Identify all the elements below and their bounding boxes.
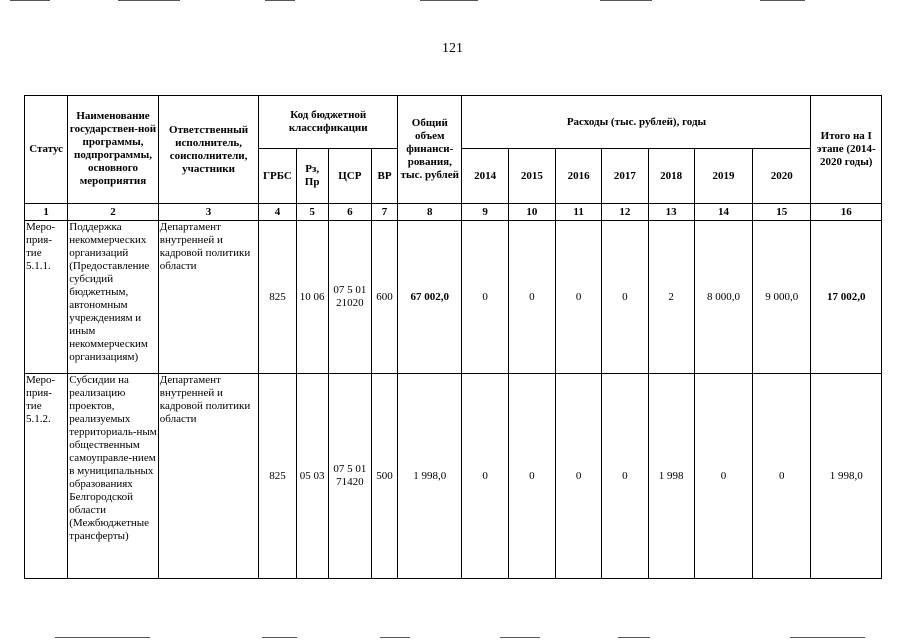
col-2014-header: 2014 bbox=[462, 149, 508, 204]
column-number: 7 bbox=[371, 204, 397, 221]
row-2016: 0 bbox=[556, 374, 602, 579]
col-budget-code-header: Код бюджетной классификации bbox=[259, 96, 398, 149]
col-rzpr-header: Рз, Пр bbox=[296, 149, 328, 204]
row-responsible: Департамент внутренней и кадровой политики области bbox=[158, 221, 259, 374]
column-number: 3 bbox=[158, 204, 259, 221]
column-number: 6 bbox=[328, 204, 371, 221]
column-number: 16 bbox=[811, 204, 882, 221]
row-itogo: 17 002,0 bbox=[811, 221, 882, 374]
page-number: 121 bbox=[442, 41, 463, 56]
budget-table bbox=[24, 95, 882, 579]
column-number: 5 bbox=[296, 204, 328, 221]
col-responsible-header: Ответственный исполнитель, соисполнители, участники bbox=[158, 96, 259, 204]
row-grbs: 825 bbox=[259, 221, 296, 374]
col-grbs-header: ГРБС bbox=[259, 149, 296, 204]
scan-bottom-edge bbox=[0, 636, 905, 640]
row-2015: 0 bbox=[508, 374, 555, 579]
row-total: 1 998,0 bbox=[398, 374, 462, 579]
col-2019-header: 2019 bbox=[694, 149, 752, 204]
table-row bbox=[25, 374, 882, 579]
column-number: 12 bbox=[602, 204, 648, 221]
row-total: 67 002,0 bbox=[398, 221, 462, 374]
row-itogo: 1 998,0 bbox=[811, 374, 882, 579]
row-2019: 8 000,0 bbox=[694, 221, 752, 374]
row-grbs: 825 bbox=[259, 374, 296, 579]
row-responsible: Департамент внутренней и кадровой политики области bbox=[158, 374, 259, 579]
table-row bbox=[25, 221, 882, 374]
col-csr-header: ЦСР bbox=[328, 149, 371, 204]
row-status: Меро-прия-тие 5.1.2. bbox=[25, 374, 68, 579]
col-vr-header: ВР bbox=[371, 149, 397, 204]
col-2015-header: 2015 bbox=[508, 149, 555, 204]
row-rzpr: 05 03 bbox=[296, 374, 328, 579]
column-number-row bbox=[25, 204, 882, 221]
row-status: Меро-прия-тие 5.1.1. bbox=[25, 221, 68, 374]
row-2018: 1 998 bbox=[648, 374, 694, 579]
row-2017: 0 bbox=[602, 374, 648, 579]
column-number: 1 bbox=[25, 204, 68, 221]
column-number: 2 bbox=[68, 204, 159, 221]
row-rzpr: 10 06 bbox=[296, 221, 328, 374]
row-2015: 0 bbox=[508, 221, 555, 374]
column-number: 8 bbox=[398, 204, 462, 221]
col-total-header: Общий объем финанси-рования, тыс. рублей bbox=[398, 96, 462, 204]
row-2018: 2 bbox=[648, 221, 694, 374]
header-row-1 bbox=[25, 96, 882, 149]
row-csr: 07 5 01 71420 bbox=[328, 374, 371, 579]
col-itogo-header: Итого на I этапе (2014-2020 годы) bbox=[811, 96, 882, 204]
col-2017-header: 2017 bbox=[602, 149, 648, 204]
row-name: Поддержка некоммерческих организаций (Предоставление субсидий бюджетным, автономным учреждениям и иным некоммерческим организациям) bbox=[68, 221, 159, 374]
row-2016: 0 bbox=[556, 221, 602, 374]
column-number: 13 bbox=[648, 204, 694, 221]
row-vr: 600 bbox=[371, 221, 397, 374]
column-number: 4 bbox=[259, 204, 296, 221]
row-2019: 0 bbox=[694, 374, 752, 579]
row-2020: 9 000,0 bbox=[753, 221, 811, 374]
column-number: 10 bbox=[508, 204, 555, 221]
col-status-header: Статус bbox=[25, 96, 68, 204]
col-2016-header: 2016 bbox=[556, 149, 602, 204]
scan-top-edge bbox=[0, 0, 905, 2]
column-number: 9 bbox=[462, 204, 508, 221]
col-name-header: Наименование государствен-ной программы, подпрограммы, основного мероприятия bbox=[68, 96, 159, 204]
col-2020-header: 2020 bbox=[753, 149, 811, 204]
column-number: 14 bbox=[694, 204, 752, 221]
row-2014: 0 bbox=[462, 374, 508, 579]
column-number: 11 bbox=[556, 204, 602, 221]
row-name: Субсидии на реализацию проектов, реализуемых территориаль-ным общественным самоуправле-нием в муниципальных образованиях Белгородской области (Межбюджетные трансферты) bbox=[68, 374, 159, 579]
row-vr: 500 bbox=[371, 374, 397, 579]
row-2020: 0 bbox=[753, 374, 811, 579]
col-2018-header: 2018 bbox=[648, 149, 694, 204]
col-expenses-header: Расходы (тыс. рублей), годы bbox=[462, 96, 811, 149]
column-number: 15 bbox=[753, 204, 811, 221]
row-2014: 0 bbox=[462, 221, 508, 374]
row-2017: 0 bbox=[602, 221, 648, 374]
row-csr: 07 5 01 21020 bbox=[328, 221, 371, 374]
